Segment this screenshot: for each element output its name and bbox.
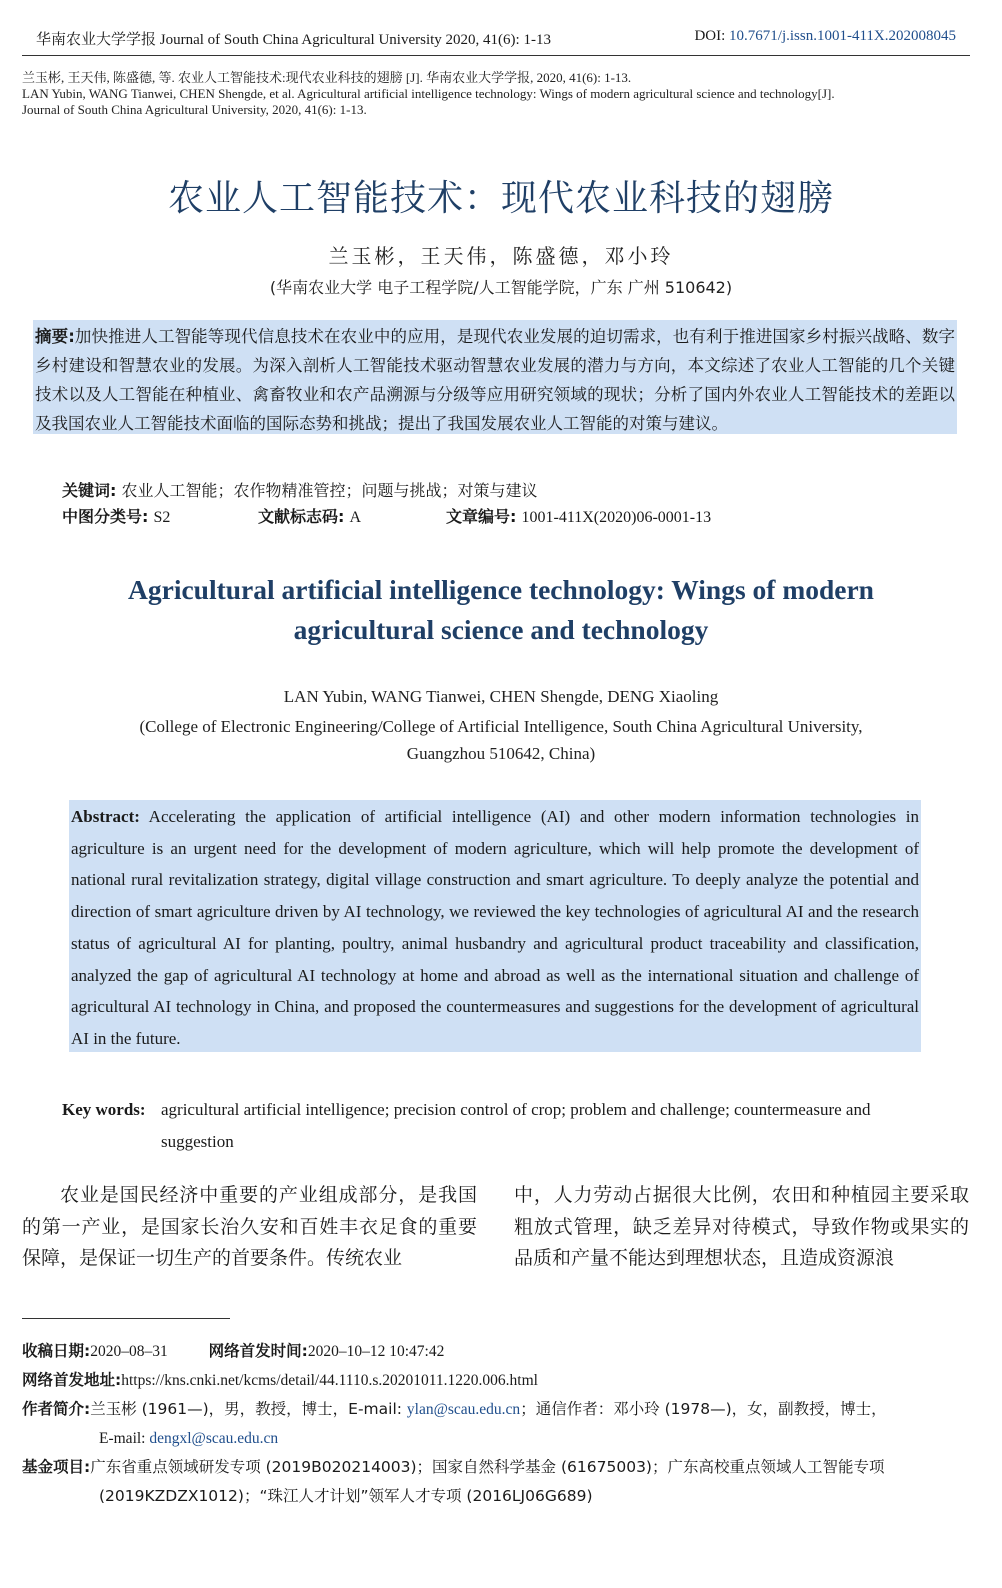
keywords-cn-value: 农业人工智能；农作物精准管控；问题与挑战；对策与建议 [121,481,538,500]
citation-line-en-1: LAN Yubin, WANG Tianwei, CHEN Shengde, et al. Agricultural artificial intelligence technology: Wings of modern agricultural science and technology[J]. [22,86,835,101]
citation-block [22,70,972,118]
body-column-left [22,1180,477,1275]
footnote-author-cont [22,1424,972,1453]
title-en [40,570,962,650]
authors-cn: 兰玉彬，王天伟，陈盛德，邓小玲 [328,244,674,268]
footnote-dates [22,1337,972,1366]
url-label: 网络首发地址: [22,1371,122,1389]
abstract-en-box [69,800,921,1052]
keywords-en [62,1094,942,1158]
title-en-line-1: Agricultural artificial intelligence technology: Wings of modern [128,574,874,605]
keywords-cn [62,478,538,501]
document-code-label: 文献标志码: [258,507,345,526]
received-label: 收稿日期: [22,1342,91,1360]
clc-value: S2 [153,509,171,526]
body-paragraph-continued: 中，人力劳动占据很大比例，农田和种植园主要采取粗放式管理，缺乏差异对待模式，导致作物或果实的品质和产量不能达到理想状态，且造成资源浪 [514,1184,969,1269]
fund-line-1: 广东省重点领域研发专项 (2019B020214003)；国家自然科学基金 (61675003)；广东高校重点领域人工智能专项 [90,1458,885,1476]
keywords-cn-label: 关键词: [62,481,117,500]
abstract-cn [33,320,957,440]
abstract-en [69,800,921,1056]
article-number-value: 1001-411X(2020)06-0001-13 [521,509,712,526]
authors-en: LAN Yubin, WANG Tianwei, CHEN Shengde, DENG Xiaoling [283,687,719,706]
document-code [258,504,361,527]
footnote-author [22,1395,972,1424]
body-column-right [514,1180,969,1275]
abstract-cn-label: 摘要: [35,327,75,346]
online-url-link[interactable]: https://kns.cnki.net/kcms/detail/44.1110.s.20201011.1220.006.html [121,1372,538,1389]
keywords-en-value: agricultural artificial intelligence; precision control of crop; problem and challenge; countermeasure and suggestion [161,1100,871,1151]
author-email-link-1[interactable]: ylan@scau.edu.cn [406,1401,521,1418]
footnote-fund-cont [22,1482,972,1511]
title-cn: 农业人工智能技术：现代农业科技的翅膀 [167,178,834,219]
journal-header: 华南农业大学学报 Journal of South China Agricultural University 2020, 41(6): 1-13 [36,32,551,48]
online-label: 网络首发时间: [208,1342,308,1360]
fund-label: 基金项目: [22,1458,91,1476]
footnote-divider [22,1318,230,1319]
author-text-2: ；通信作者：邓小玲 (1978—)，女，副教授，博士， [520,1400,887,1418]
doi-link[interactable]: 10.7671/j.issn.1001-411X.202008045 [729,28,956,44]
received-date: 2020–08–31 [90,1343,168,1360]
clc-label: 中图分类号: [62,507,149,526]
citation-line-cn: 兰玉彬, 王天伟, 陈盛德, 等. 农业人工智能技术:现代农业科技的翅膀 [J]. 华南农业大学学报, 2020, 41(6): 1-13. [22,70,632,85]
doi-header [694,28,956,45]
author-email-link-2[interactable]: dengxl@scau.edu.cn [149,1430,279,1447]
abstract-en-label: Abstract: [71,807,140,826]
author-label: 作者简介: [22,1400,91,1418]
footnote-fund [22,1453,972,1482]
author-text-1: 兰玉彬 (1961—)，男，教授，博士，E-mail: [90,1400,407,1418]
abstract-cn-box [33,320,957,434]
affiliation-cn: (华南农业大学 电子工程学院/人工智能学院，广东 广州 510642) [269,278,733,297]
abstract-en-text: Accelerating the application of artificial intelligence (AI) and other modern information technologies in agriculture is an urgent need for the development of modern agriculture, which will help promote the development of national rural revitalization strategy, digital village construction and smart agriculture. To deeply analyze the potential and direction of smart agriculture driven by AI technology, we reviewed the key technologies of agricultural AI and the research status of agricultural AI for planting, poultry, animal husbandry and agricultural product traceability and classification, analyzed the gap of agricultural AI technology at home and abroad as well as the international situation and challenge of agricultural AI technology in China, and proposed the countermeasures and suggestions for the development of agricultural AI in the future. [71,807,920,1048]
fund-line-2: (2019KZDZX1012)；“珠江人才计划”领军人才专项 (2016LJ06G689) [99,1487,593,1505]
online-date: 2020–10–12 10:47:42 [307,1343,445,1360]
affiliation-en: (College of Electronic Engineering/College of Artificial Intelligence, South China Agricultural University, Guangzhou 510642, China) [139,717,863,763]
body-paragraph: 农业是国民经济中重要的产业组成部分，是我国的第一产业，是国家长治久安和百姓丰衣足食的重要保障，是保证一切生产的首要条件。传统农业 [22,1184,477,1269]
citation-line-en-2: Journal of South China Agricultural University, 2020, 41(6): 1-13. [22,102,367,117]
article-number-label: 文章编号: [446,507,517,526]
doi-label: DOI: [694,28,726,44]
author-email-prefix: E-mail: [99,1430,150,1447]
header-divider [22,55,970,56]
title-en-line-2: agricultural science and technology [293,614,709,645]
document-code-value: A [349,509,362,526]
article-number [446,504,711,527]
abstract-cn-text: 加快推进人工智能等现代信息技术在农业中的应用，是现代农业发展的迫切需求，也有利于推进国家乡村振兴战略、数字乡村建设和智慧农业的发展。为深入剖析人工智能技术驱动智慧农业发展的潜力与方向，本文综述了农业人工智能的几个关键技术以及人工智能在种植业、禽畜牧业和农产品溯源与分级等应用研究领域的现状；分析了国内外农业人工智能技术的差距以及我国农业人工智能技术面临的国际态势和挑战；提出了我国发展农业人工智能的对策与建议。 [35,327,956,433]
footnotes [22,1337,972,1511]
footnote-url [22,1366,972,1395]
clc-code [62,504,170,527]
keywords-en-label: Key words: [62,1100,146,1119]
